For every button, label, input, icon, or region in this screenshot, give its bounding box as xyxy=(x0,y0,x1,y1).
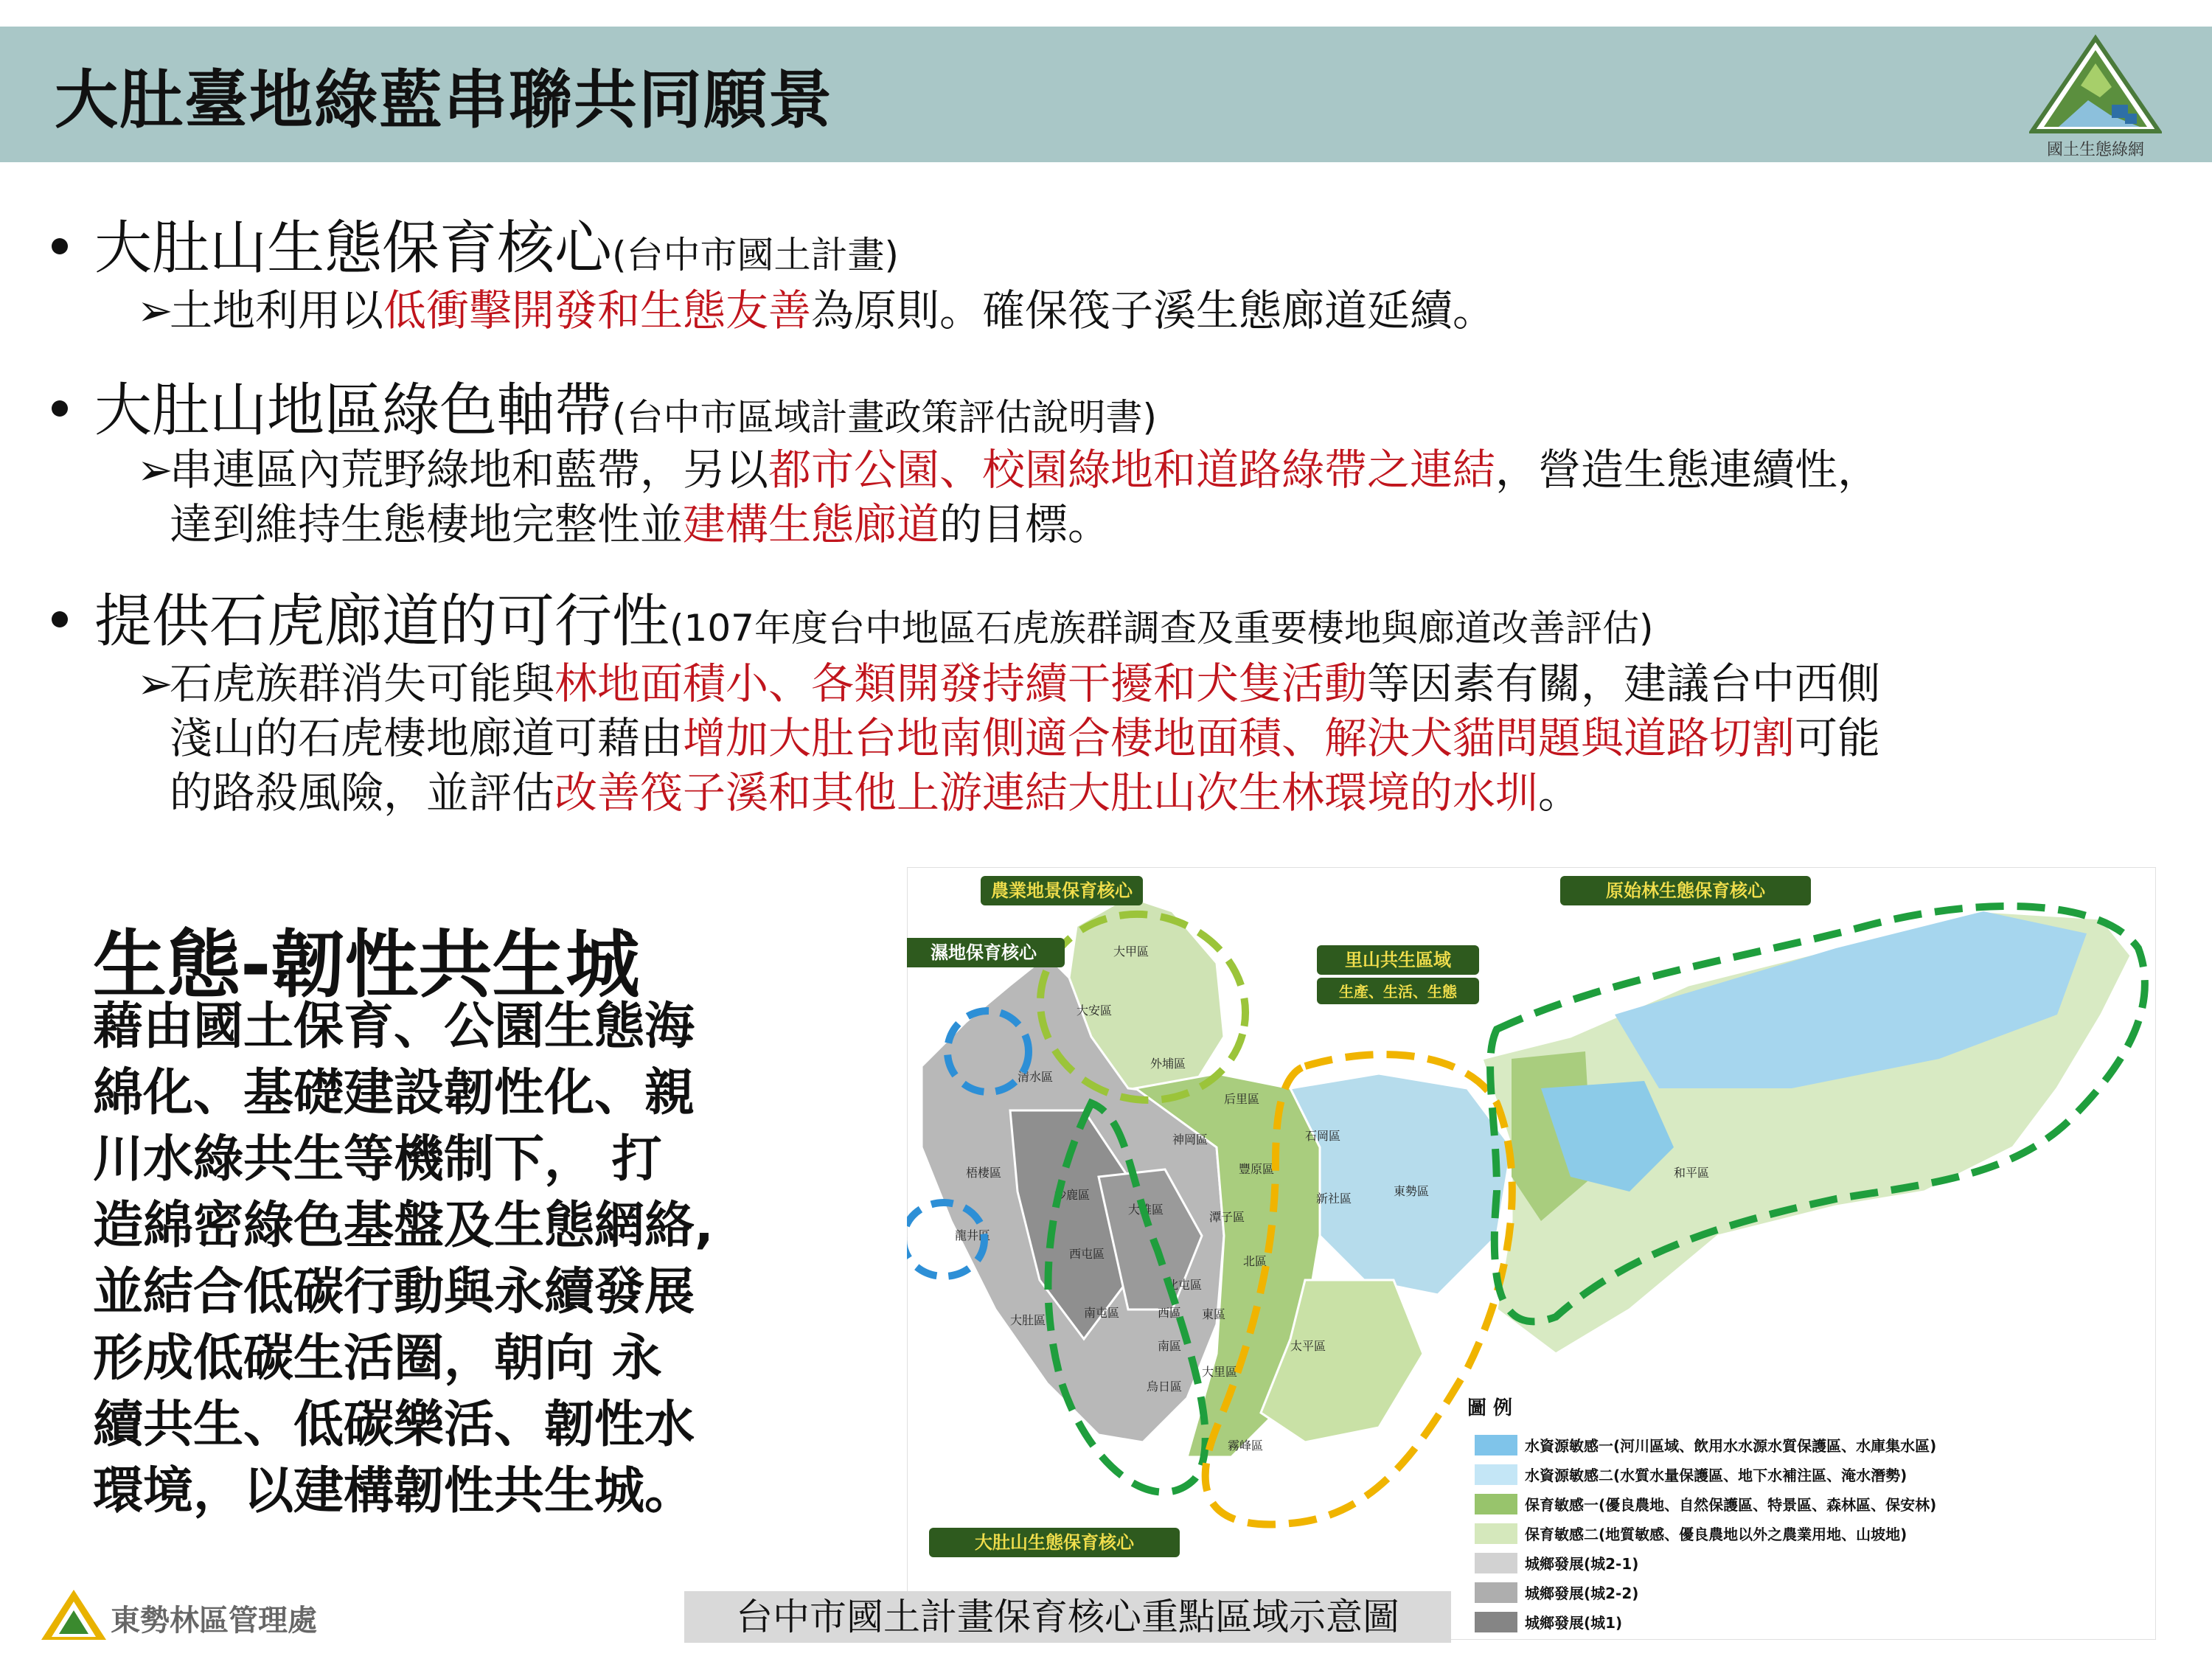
legend-item: 城鄉發展(城2-2) xyxy=(1525,1585,1639,1602)
district-label: 大甲區 xyxy=(1113,945,1150,959)
conservation-map xyxy=(907,867,2156,1640)
legend-title: 圖 例 xyxy=(1467,1397,1513,1419)
eco-title: 生態-韌性共生城 xyxy=(93,922,640,1008)
arrow-bullet-icon: ➢ xyxy=(137,285,173,335)
district-label: 神岡區 xyxy=(1172,1133,1208,1147)
district-label: 東區 xyxy=(1202,1307,1226,1321)
district-label: 后里區 xyxy=(1224,1092,1260,1106)
callout-primeval-core: 原始林生態保育核心 xyxy=(1606,880,1765,901)
district-label: 豐原區 xyxy=(1239,1162,1275,1176)
district-label: 霧峰區 xyxy=(1228,1439,1264,1453)
logo-caption: 國土生態綠網 xyxy=(2046,141,2144,159)
district-label: 新社區 xyxy=(1316,1192,1352,1206)
legend-item: 城鄉發展(城2-1) xyxy=(1525,1555,1639,1573)
legend-swatch xyxy=(1475,1435,1517,1455)
district-label: 烏日區 xyxy=(1147,1380,1183,1394)
mountain-logo-icon xyxy=(2029,34,2162,137)
district-label: 大里區 xyxy=(1202,1365,1238,1379)
page-title: 大肚臺地綠藍串聯共同願景 xyxy=(55,63,833,137)
sub-point: ➢串連區內荒野綠地和藍帶，另以都市公園、校園綠地和道路綠帶之連結，營造生態連續性， 達到維持生態棲地完整性並建構生態廊道的目標。 xyxy=(137,442,1880,552)
district-label: 西屯區 xyxy=(1069,1247,1105,1261)
legend-item: 城鄉發展(城1) xyxy=(1525,1614,1623,1632)
district-label: 大安區 xyxy=(1077,1004,1113,1018)
bullet-title: 大肚山地區綠色軸帶 xyxy=(94,378,613,444)
callout-satoyama: 里山共生區域 xyxy=(1345,950,1451,970)
map-caption: 台中市國土計畫保育核心重點區域示意圖 xyxy=(684,1591,1451,1643)
district-label: 大雅區 xyxy=(1128,1203,1164,1217)
district-label: 太平區 xyxy=(1290,1339,1326,1353)
legend-swatch xyxy=(1475,1523,1517,1544)
district-label: 清水區 xyxy=(1018,1070,1054,1084)
legend-item: 保育敏感一(優良農地、自然保護區、特景區、森林區、保安林) xyxy=(1525,1496,1937,1514)
sub-point: ➢土地利用以低衝擊開發和生態友善為原則。確保筏子溪生態廊道延續。 xyxy=(137,283,1495,338)
eco-description: 藉由國土保育、公園生態海 綿化、基礎建設韌性化、親 川水綠共生等機制下， 打 造綿密綠色基盤及生態網絡, 並結合低碳行動與永續發展 形成低碳生活圈，朝向 永 續共生、低碳樂活、韌性水 環境，以建構韌性共生城。 xyxy=(93,998,714,1520)
sub-point: ➢石虎族群消失可能與林地面積小、各類開發持續干擾和犬隻活動等因素有關，建議台中西側 淺山的石虎棲地廊道可藉由增加大肚台地南側適合棲地面積、解決犬貓問題與道路切割可能 的路殺風險，並評估改善筏子溪和其他上游連結大肚山次生林環境的水圳。 xyxy=(137,656,1880,820)
bullet-source: (107年度台中地區石虎族群調查及重要棲地與廊道改善評估) xyxy=(669,607,1654,650)
callout-dadu-core: 大肚山生態保育核心 xyxy=(975,1532,1134,1553)
bullet-dot-icon xyxy=(52,238,68,254)
district-label: 外埔區 xyxy=(1150,1057,1186,1071)
district-label: 石岡區 xyxy=(1305,1129,1341,1143)
callout-agri-core: 農業地景保育核心 xyxy=(991,880,1133,901)
bullet-dot-icon xyxy=(52,400,68,417)
legend-swatch xyxy=(1475,1464,1517,1485)
bullet-title: 大肚山生態保育核心 xyxy=(94,215,613,282)
district-label: 南屯區 xyxy=(1084,1306,1120,1320)
arrow-bullet-icon: ➢ xyxy=(137,445,173,495)
district-label: 沙鹿區 xyxy=(1054,1188,1091,1202)
district-label: 梧棲區 xyxy=(966,1166,1002,1180)
bullet-source: (台中市國土計畫) xyxy=(612,234,900,276)
bullet-3 xyxy=(52,575,1653,658)
footer-org: 東勢林區管理處 xyxy=(111,1604,317,1638)
bullet-source: (台中市區域計畫政策評估說明書) xyxy=(612,396,1158,439)
bullet-1 xyxy=(52,202,899,285)
green-network-logo xyxy=(2029,34,2162,159)
district-label: 南區 xyxy=(1158,1339,1182,1353)
callout-wetland-core: 濕地保育核心 xyxy=(931,942,1037,963)
legend-swatch xyxy=(1475,1494,1517,1514)
legend-swatch xyxy=(1475,1553,1517,1573)
district-label: 潭子區 xyxy=(1209,1210,1245,1224)
district-label: 東勢區 xyxy=(1394,1184,1430,1198)
callout-satoyama-sub: 生產、生活、生態 xyxy=(1339,983,1457,1001)
forestry-logo-icon xyxy=(37,1585,111,1644)
legend-item: 保育敏感二(地質敏感、優良農地以外之農業用地、山坡地) xyxy=(1525,1526,1907,1543)
district-label: 龍井區 xyxy=(955,1228,991,1242)
district-label: 西區 xyxy=(1158,1306,1182,1320)
district-label: 北屯區 xyxy=(1166,1278,1203,1292)
district-label: 大肚區 xyxy=(1010,1313,1046,1327)
legend-item: 水資源敏感一(河川區域、飲用水水源水質保護區、水庫集水區) xyxy=(1525,1437,1937,1455)
legend-swatch xyxy=(1475,1612,1517,1632)
bullet-title: 提供石虎廊道的可行性 xyxy=(94,588,670,655)
legend-swatch xyxy=(1475,1582,1517,1603)
bullet-dot-icon xyxy=(52,611,68,627)
arrow-bullet-icon: ➢ xyxy=(137,658,173,709)
district-label: 和平區 xyxy=(1674,1166,1710,1180)
legend-item: 水資源敏感二(水質水量保護區、地下水補注區、淹水潛勢) xyxy=(1525,1467,1907,1484)
district-label: 北區 xyxy=(1243,1254,1267,1268)
bullet-2 xyxy=(52,364,1157,447)
